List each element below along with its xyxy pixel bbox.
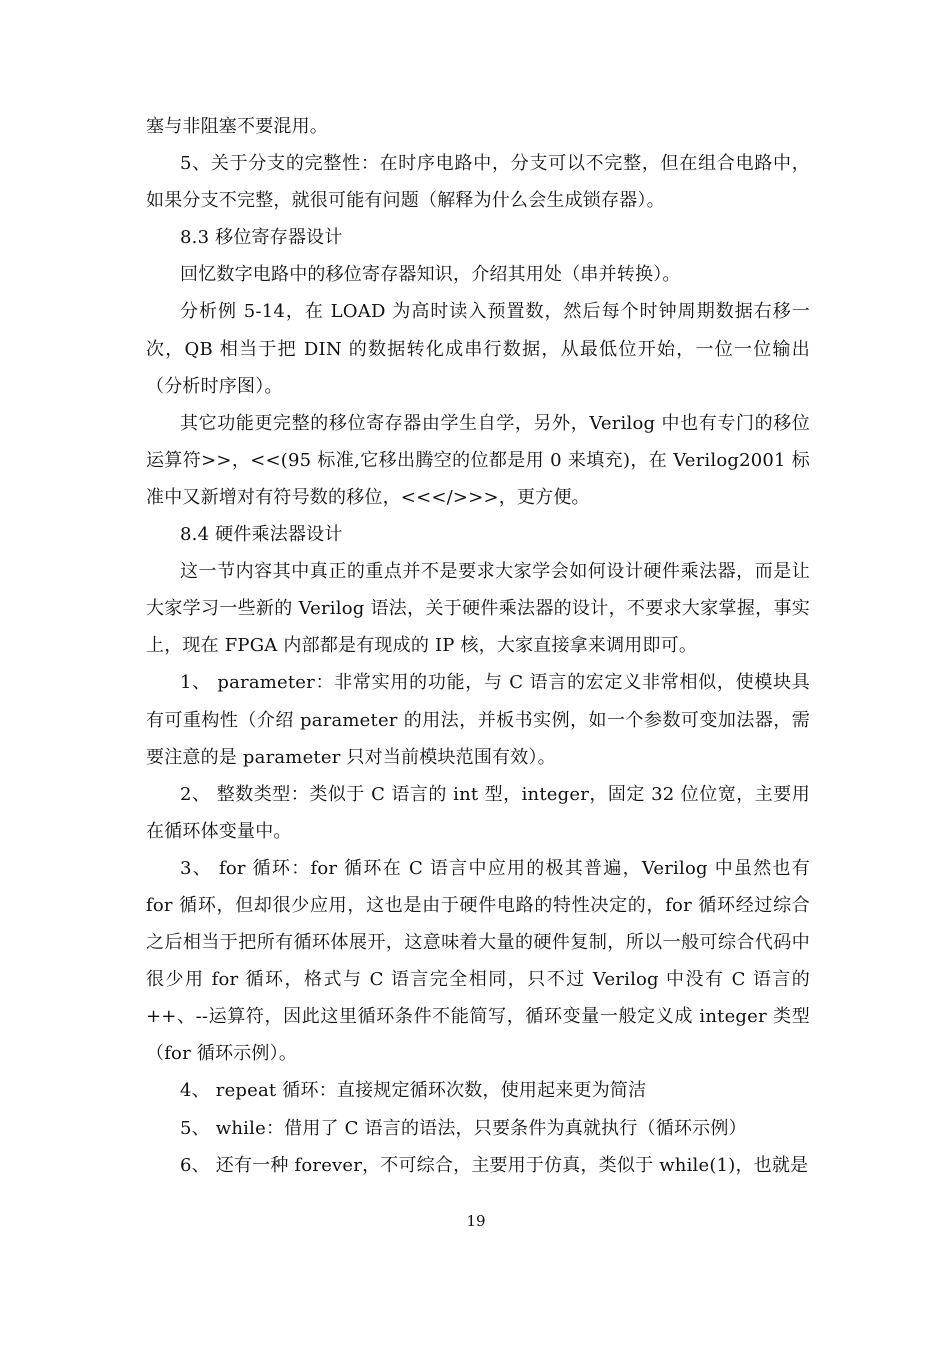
- paragraph-continuation: 塞与非阻塞不要混用。: [146, 116, 328, 137]
- list-item-forever-loop: 6、 还有一种 forever，不可综合，主要用于仿真，类似于 while(1)，也就是: [180, 1154, 809, 1176]
- paragraph-shift-register-intro: 回忆数字电路中的移位寄存器知识，介绍其用处（串并转换）。: [180, 264, 681, 286]
- list-item-repeat-loop: 4、 repeat 循环：直接规定循环次数，使用起来更为简洁: [180, 1080, 647, 1102]
- paragraph-branch-completeness: 5、关于分支的完整性：在时序电路中，分支可以不完整，但在组合电路中，如果分支不完整，就很可能有问题（解释为什么会生成锁存器）。: [146, 153, 810, 212]
- paragraph-example-5-14: 分析例 5-14，在 LOAD 为高时读入预置数，然后每个时钟周期数据右移一次，QB 相当于把 DIN 的数据转化成串行数据，从最低位开始，一位一位输出（分析时序图）。: [146, 301, 810, 397]
- section-heading-8-4: 8.4 硬件乘法器设计: [180, 524, 343, 546]
- list-item-for-loop: 3、 for 循环：for 循环在 C 语言中应用的极其普遍，Verilog 中虽然也有 for 循环，但却很少应用，这也是由于硬件电路的特性决定的，for 循环经过综合之后相当于把所有循环体展开，这意味着大量的硬件复制，所以一般可综合代码中很少用 for 循环，格式与 C 语言完全相同，只不过 Verilog 中没有 C 语言的++、--运算符，因此这里循环条件不能简写，循环变量一般定义成 integer 类型（for 循环示例）。: [146, 857, 810, 1065]
- page-number: 19: [466, 1212, 486, 1230]
- list-item-while-loop: 5、 while：借用了 C 语言的语法，只要条件为真就执行（循环示例）: [180, 1117, 747, 1139]
- list-item-parameter: 1、 parameter：非常实用的功能，与 C 语言的宏定义非常相似，使模块具有可重构性（介绍 parameter 的用法，并板书实例，如一个参数可变加法器，需要注意的是 parameter 只对当前模块范围有效）。: [146, 672, 810, 768]
- list-item-integer: 2、 整数类型：类似于 C 语言的 int 型，integer，固定 32 位位宽，主要用在循环体变量中。: [146, 783, 810, 842]
- body-text: [146, 108, 810, 1184]
- section-heading-8-3: 8.3 移位寄存器设计: [180, 227, 343, 249]
- paragraph-shift-operators: 其它功能更完整的移位寄存器由学生自学，另外，Verilog 中也有专门的移位运算符>>，<<(95 标准,它移出腾空的位都是用 0 来填充)，在 Verilog2001 标准中又新增对有符号数的移位，<<</>>>，更方便。: [146, 412, 810, 508]
- paragraph-multiplier-intro: 这一节内容其中真正的重点并不是要求大家学会如何设计硬件乘法器，而是让大家学习一些新的 Verilog 语法，关于硬件乘法器的设计，不要求大家掌握，事实上，现在 FPGA 内部都是有现成的 IP 核，大家直接拿来调用即可。: [146, 561, 810, 657]
